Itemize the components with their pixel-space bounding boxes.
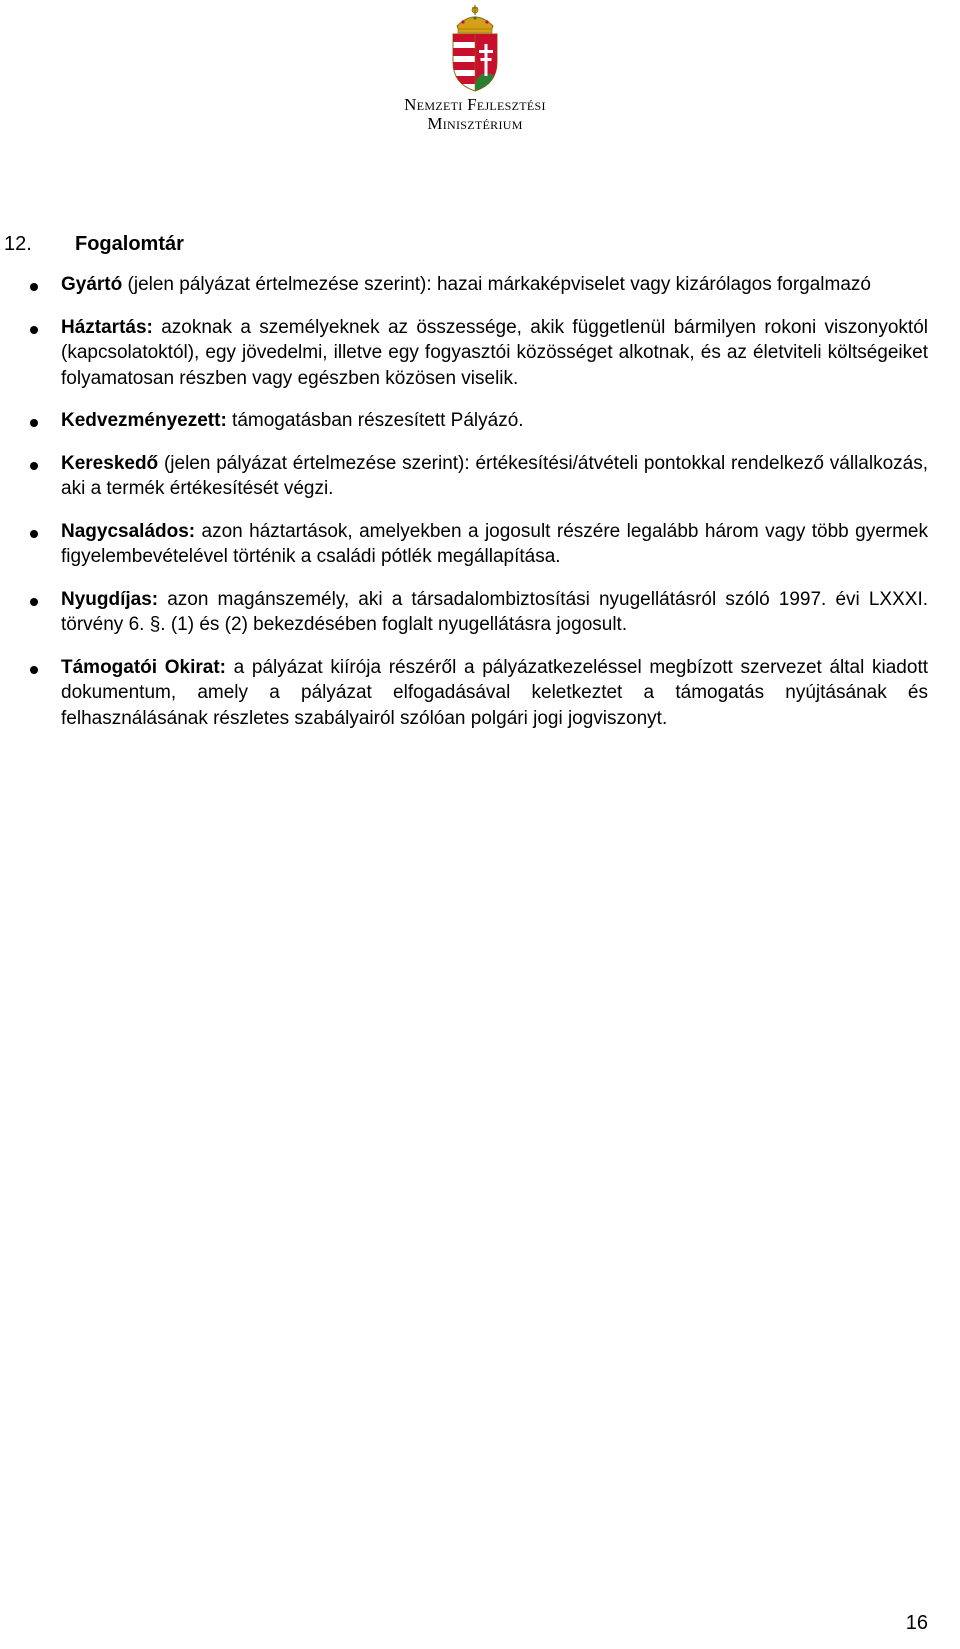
definition-text: a pályázat kiírója részéről a pályázatkezeléssel megbízott szervezet által kiadott dokumentum, amely a pályázat elfogadásával keletkeztet a támogatás nyújtásának és felhasználásának részletes szabályairól szólóan polgári jogi jogviszonyt.	[61, 656, 929, 729]
bullet-icon	[30, 326, 38, 334]
bullet-icon	[30, 462, 38, 470]
definition-term: Nyugdíjas:	[61, 588, 159, 610]
bullet-icon	[30, 419, 38, 427]
definition-term: Háztartás:	[61, 316, 153, 338]
ministry-name-line1: Nemzeti Fejlesztési	[404, 95, 546, 114]
hungarian-coat-of-arms-icon	[449, 4, 501, 92]
definition-item	[30, 519, 928, 570]
bullet-icon	[30, 598, 38, 606]
definition-term: Kedvezményezett:	[61, 410, 227, 431]
definition-item	[30, 451, 928, 502]
definition-item	[30, 272, 928, 298]
definition-text: (jelen pályázat értelmezése szerint): értékesítési/átvételi pontokkal rendelkező vállalkozás, aki a termék értékesítését végzi.	[61, 452, 928, 499]
bullet-icon	[30, 283, 38, 291]
definition-term: Nagycsaládos:	[61, 520, 196, 542]
definition-term: Gyártó	[61, 274, 123, 295]
ministry-name-line2: Minisztérium	[427, 114, 523, 133]
bullet-icon	[30, 666, 38, 674]
ministry-name	[375, 95, 575, 133]
definition-text: azoknak a személyeknek az összessége, akik függetlenül bármilyen rokoni viszonyoktól (kapcsolatoktól), egy jövedelmi, illetve egy fogyasztói közösséget alkotnak, és az életviteli költségeiket folyamatosan részben vagy egészben közösen viselik.	[61, 316, 928, 389]
definition-text: azon magánszemély, aki a társadalombiztosítási nyugellátásról szóló 1997. évi LXXXI. törvény 6. §. (1) és (2) bekezdésében foglalt nyugellátásra jogosult.	[61, 588, 928, 635]
definition-item	[30, 655, 928, 732]
definition-item	[30, 315, 928, 392]
definition-item	[30, 408, 928, 434]
section-title-text: Fogalomtár	[75, 233, 184, 255]
bullet-icon	[30, 530, 38, 538]
definition-term: Kereskedő	[61, 452, 159, 474]
definition-text: azon háztartások, amelyekben a jogosult részére legalább három vagy több gyermek figyelembevételével történik a családi pótlék megállapítása.	[61, 520, 928, 567]
section-number: 12.	[4, 233, 32, 255]
definition-list	[30, 272, 928, 748]
section-title	[4, 233, 184, 256]
definition-term: Támogatói Okirat:	[61, 656, 226, 678]
definition-text: (jelen pályázat értelmezése szerint): hazai márkaképviselet vagy kizárólagos forgalmazó	[122, 274, 871, 295]
definition-item	[30, 587, 928, 638]
ministry-logo	[375, 4, 575, 133]
definition-text: támogatásban részesített Pályázó.	[226, 410, 524, 431]
page-number: 16	[905, 1612, 928, 1634]
